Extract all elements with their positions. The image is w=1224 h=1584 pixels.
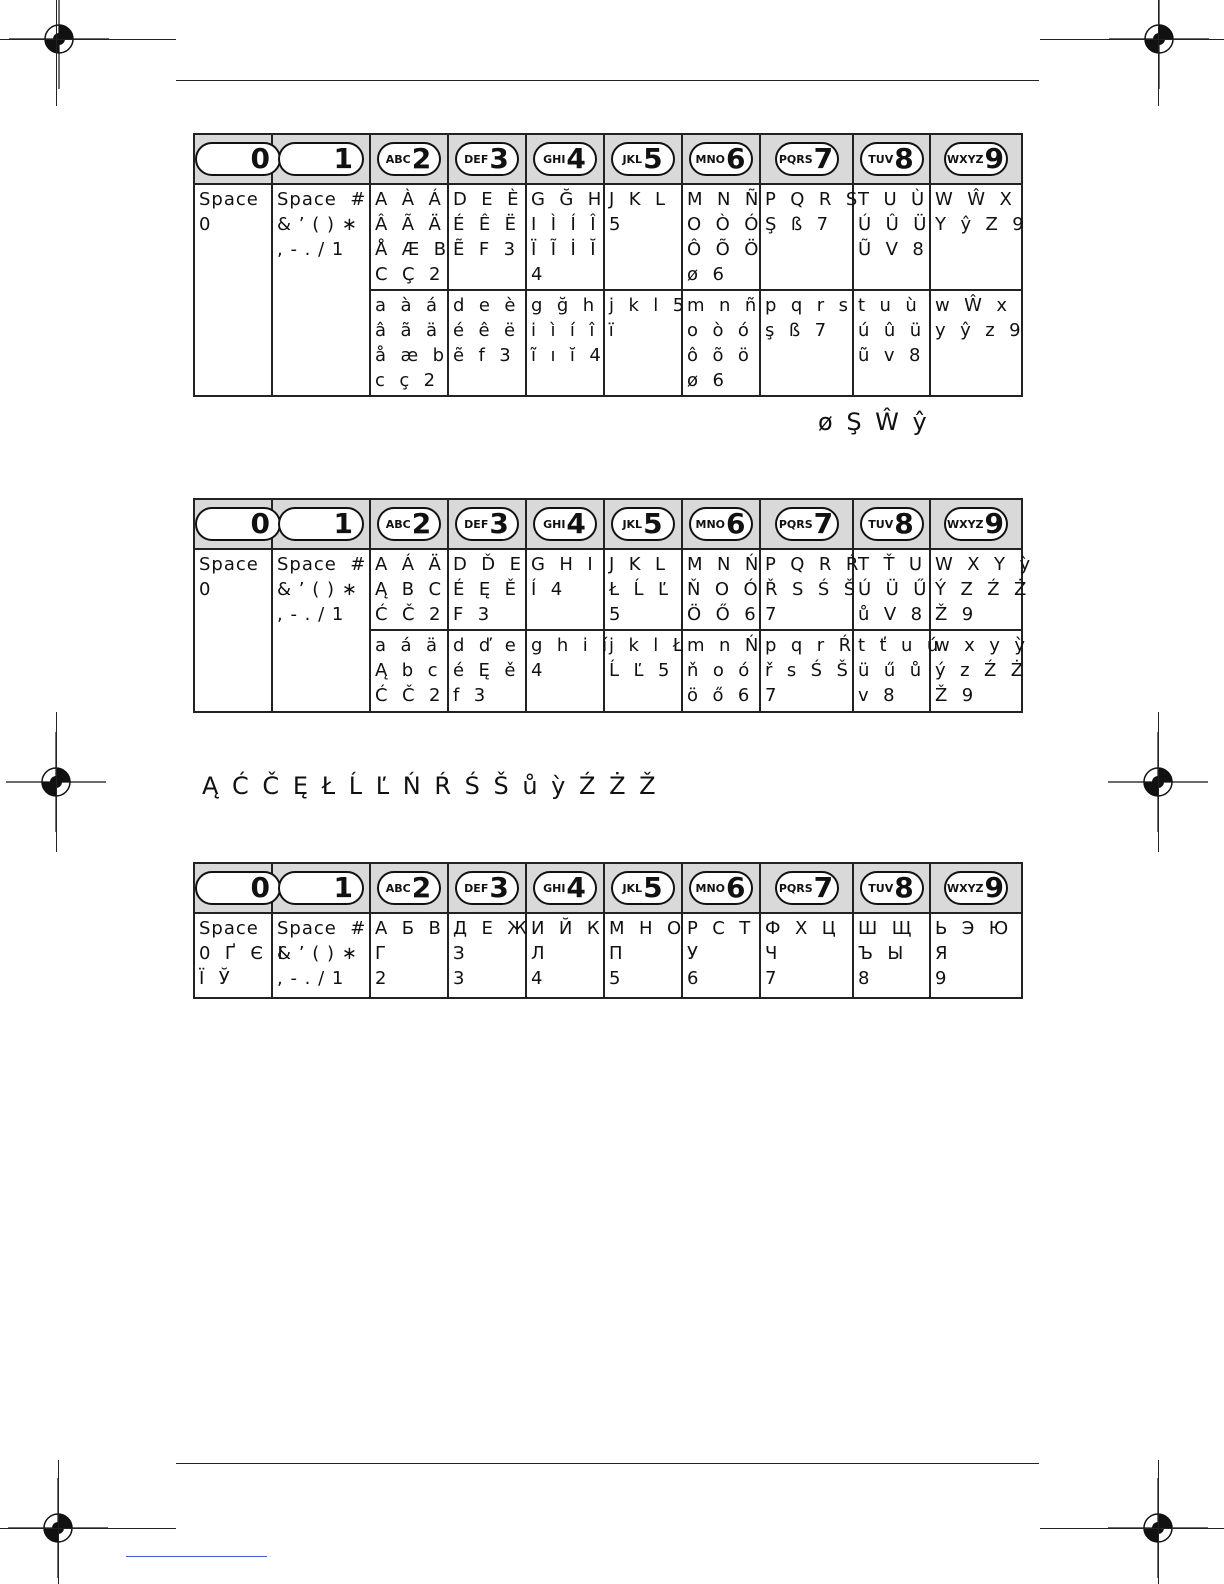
key-3-upper-chars: D E È É Ê Ë Ẽ F 3 [448, 184, 526, 290]
key-9-lower-chars: w Ŵ x y ŷ z 9 [930, 290, 1022, 396]
key-5-upper-chars: J K L 5 [604, 184, 682, 290]
footer-link-rule [126, 1556, 267, 1557]
key-1-header [272, 863, 370, 913]
key-1-header [272, 499, 370, 549]
key-5-upper-chars: J K L Ł Ĺ Ľ 5 [604, 549, 682, 630]
key-3-upper-chars: D Ď E É Ę Ě F 3 [448, 549, 526, 630]
key-6-lower-chars: m n Ń ň o ó ö ő 6 [682, 630, 760, 712]
key-2-icon: ABC 2 [377, 871, 441, 905]
key-7-header [760, 499, 853, 549]
key-9-header [930, 499, 1022, 549]
key-0-chars: Space 0 [194, 549, 272, 712]
key-2-icon: ABC 2 [377, 507, 441, 541]
key-0-chars: Space 0 Ґ Є І Ї Ў [194, 913, 272, 998]
key-8-header [853, 863, 930, 913]
crop-line [56, 0, 57, 106]
key-header-row [194, 863, 1022, 913]
key-4-header [526, 134, 604, 184]
key-7-header [760, 863, 853, 913]
key-9-upper-chars: W Ŵ X Y ŷ Z 9 [930, 184, 1022, 290]
key-2-header [370, 863, 448, 913]
key-6-header [682, 499, 760, 549]
key-5-lower-chars: j k l 5 [604, 290, 682, 396]
character-table-1 [193, 133, 1023, 397]
key-1-header [272, 134, 370, 184]
key-0-icon: 0 [195, 871, 281, 905]
key-8-icon: TUV 8 [860, 871, 924, 905]
key-9-header [930, 863, 1022, 913]
character-table-2 [193, 498, 1032, 713]
key-1-icon: 1 [278, 507, 364, 541]
key-4-chars: И Й К Л 4 [526, 913, 604, 998]
key-6-chars: Р С Т У 6 [682, 913, 760, 998]
key-8-icon: TUV 8 [860, 507, 924, 541]
key-3-chars: Д Е Ж З 3 [448, 913, 526, 998]
crop-line [0, 39, 176, 40]
key-1-icon: 1 [278, 142, 364, 176]
key-6-header [682, 134, 760, 184]
key-0-header [194, 134, 272, 184]
key-5-lower-chars: j k l Ł Ĺ Ľ 5 [604, 630, 682, 712]
key-header-row [194, 134, 1022, 184]
key-1-icon: 1 [278, 871, 364, 905]
footer-rule [176, 1463, 1039, 1464]
uppercase-row [194, 549, 1022, 630]
key-6-upper-chars: M N Ñ O Ò Ó Ô Õ Ö ø 6 [682, 184, 760, 290]
crop-line [56, 712, 57, 852]
key-9-chars: Ь Э Ю Я 9 [930, 913, 1022, 998]
key-0-header [194, 499, 272, 549]
key-7-icon: PQRS 7 [775, 871, 839, 905]
key-8-icon: TUV 8 [860, 142, 924, 176]
key-2-icon: ABC 2 [377, 142, 441, 176]
key-2-upper-chars: A À Á Â Ã Ä Å Æ B C Ç 2 [370, 184, 448, 290]
key-5-header [604, 499, 682, 549]
key-2-header [370, 499, 448, 549]
key-2-upper-chars: A Á Ä Ą B C Ć Č 2 [370, 549, 448, 630]
key-3-icon: DEF 3 [455, 142, 519, 176]
key-0-header [194, 863, 272, 913]
key-1-chars: Space # & ’ ( ) ∗ , - . / 1 [272, 549, 370, 712]
key-7-upper-chars: P Q R Ŕ Ř S Ś Š 7 [760, 549, 853, 630]
crop-line [1158, 0, 1159, 106]
key-3-lower-chars: d ď e é Ę ě f 3 [448, 630, 526, 712]
key-6-upper-chars: M N Ń Ň O Ó Ö Ő 6 [682, 549, 760, 630]
key-5-icon: JKL 5 [611, 507, 675, 541]
key-8-upper-chars: T U Ù Ú Û Ü Ũ V 8 [853, 184, 930, 290]
character-table-3 [193, 862, 1023, 999]
key-4-icon: GHI 4 [533, 142, 597, 176]
key-8-upper-chars: T Ť U Ú Ü Ű ů V 8 [853, 549, 930, 630]
key-3-icon: DEF 3 [455, 507, 519, 541]
key-6-icon: MNO 6 [689, 507, 753, 541]
key-5-chars: М Н О П 5 [604, 913, 682, 998]
key-3-header [448, 499, 526, 549]
key-7-lower-chars: p q r s ş ß 7 [760, 290, 853, 396]
registration-mark-icon [9, 0, 109, 89]
key-3-icon: DEF 3 [455, 871, 519, 905]
key-2-lower-chars: a á ä Ą b c Ć Č 2 [370, 630, 448, 712]
key-5-header [604, 134, 682, 184]
crop-line [1158, 1460, 1159, 1584]
key-8-chars: Ш Щ Ъ Ы 8 [853, 913, 930, 998]
crop-line [1158, 712, 1159, 852]
key-9-header [930, 134, 1022, 184]
special-characters-note-1: ø Ş Ŵ ŷ [818, 408, 930, 436]
key-0-icon: 0 [195, 507, 281, 541]
key-7-icon: PQRS 7 [775, 507, 839, 541]
special-characters-note-2: Ą Ć Č Ę Ł Ĺ Ľ Ń Ŕ Ś Š ů ỳ Ź Ż Ž [202, 772, 659, 800]
crop-line [1040, 1528, 1224, 1529]
key-5-icon: JKL 5 [611, 142, 675, 176]
key-5-icon: JKL 5 [611, 871, 675, 905]
key-1-chars: Space # & ’ ( ) ∗ , - . / 1 [272, 184, 370, 396]
key-2-header [370, 134, 448, 184]
key-3-header [448, 134, 526, 184]
key-9-upper-chars: W X Y ỳ Ý Z Ź Ż Ž 9 [930, 549, 1022, 630]
crop-line [58, 1460, 59, 1584]
key-7-upper-chars: P Q R S Ş ß 7 [760, 184, 853, 290]
key-4-lower-chars: g ğ h i ì í î ï ĩ ı ĭ 4 [526, 290, 604, 396]
key-0-icon: 0 [195, 142, 281, 176]
uppercase-row [194, 184, 1022, 290]
key-8-lower-chars: t u ù ú û ü ũ v 8 [853, 290, 930, 396]
key-4-header [526, 863, 604, 913]
key-8-header [853, 499, 930, 549]
key-7-icon: PQRS 7 [775, 142, 839, 176]
key-7-lower-chars: p q r Ŕ ř s Ś Š 7 [760, 630, 853, 712]
key-3-header [448, 863, 526, 913]
key-3-lower-chars: d e è é ê ë ẽ f 3 [448, 290, 526, 396]
key-9-lower-chars: w x y ỳ ý z Ź Ż Ž 9 [930, 630, 1022, 712]
key-5-header [604, 863, 682, 913]
key-4-icon: GHI 4 [533, 507, 597, 541]
key-4-upper-chars: G H I Í 4 [526, 549, 604, 630]
key-header-row [194, 499, 1022, 549]
key-9-icon: WXYZ 9 [944, 507, 1008, 541]
key-4-upper-chars: G Ğ H I Ì Í Î Ï Ĩ İ Ĭ 4 [526, 184, 604, 290]
header-rule [176, 80, 1039, 81]
cyrillic-row [194, 913, 1022, 998]
key-4-lower-chars: g h i í 4 [526, 630, 604, 712]
key-7-header [760, 134, 853, 184]
key-0-chars: Space 0 [194, 184, 272, 396]
registration-mark-icon [1109, 0, 1209, 89]
key-9-icon: WXYZ 9 [944, 871, 1008, 905]
key-2-chars: А Б В Г 2 [370, 913, 448, 998]
key-7-chars: Ф Х Ц Ч 7 [760, 913, 853, 998]
key-6-icon: MNO 6 [689, 142, 753, 176]
key-8-lower-chars: t ť u ú ü ű ů v 8 [853, 630, 930, 712]
key-6-header [682, 863, 760, 913]
key-4-header [526, 499, 604, 549]
key-6-icon: MNO 6 [689, 871, 753, 905]
key-8-header [853, 134, 930, 184]
key-2-lower-chars: a à á â ã ä å æ b c ç 2 [370, 290, 448, 396]
key-1-chars: Space # & ’ ( ) ∗ , - . / 1 [272, 913, 370, 998]
key-6-lower-chars: m n ñ o ò ó ô õ ö ø 6 [682, 290, 760, 396]
crop-line [1040, 39, 1224, 40]
crop-line [0, 1528, 176, 1529]
key-9-icon: WXYZ 9 [944, 142, 1008, 176]
key-4-icon: GHI 4 [533, 871, 597, 905]
